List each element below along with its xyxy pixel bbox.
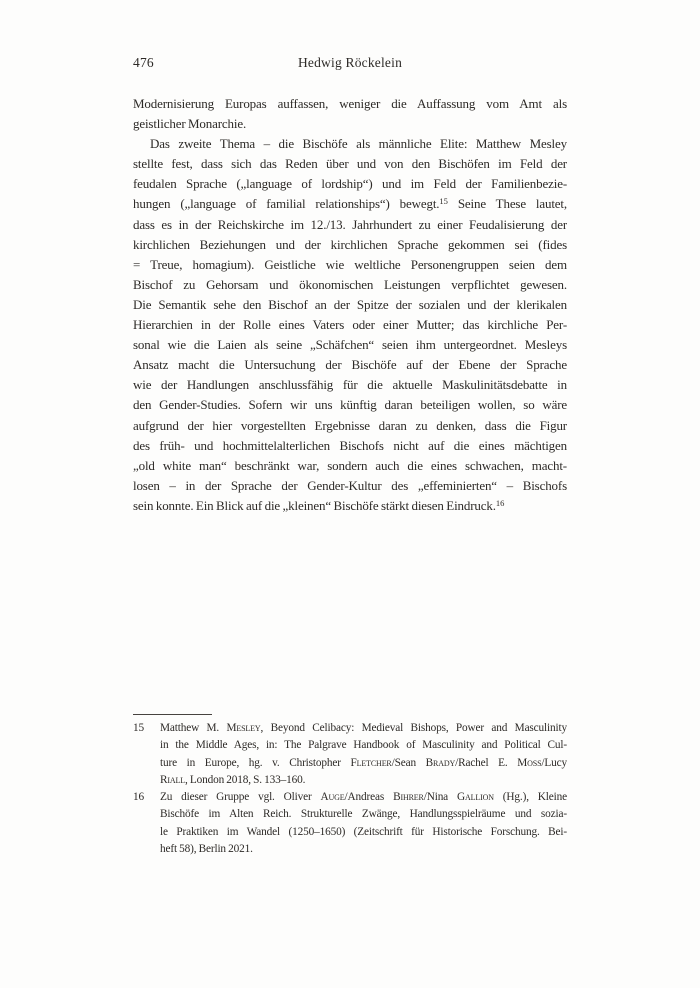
body-text-line <box>133 496 567 516</box>
text-segment: ture in Europe, hg. v. Christopher <box>160 756 351 769</box>
text-segment: sein konnte. Ein Blick auf die „kleinen“ Bischöfe stärkt diesen Eindruck. <box>133 497 496 513</box>
body-text-line <box>133 154 567 174</box>
smallcaps-name: Mesley <box>226 722 261 734</box>
text-segment: Bischöfe im Alten Reich. Strukturelle Zwänge, Handlungsspielräume und sozia- <box>160 808 567 821</box>
footnote-text-line <box>160 789 567 806</box>
text-segment: wie der Handlungen anschlussfähig für die aktuelle Maskulinitätsdebatte in <box>133 377 567 393</box>
footnote-text-line <box>160 824 567 841</box>
body-text-line <box>133 355 567 375</box>
smallcaps-name: Riall <box>160 773 185 786</box>
body-text-line <box>133 194 567 214</box>
smallcaps-name: Brady <box>425 756 456 769</box>
text-segment: Das zweite Thema – die Bischöfe als männliche Elite: Matthew Mesley <box>150 136 567 152</box>
text-segment: Bischof zu Gehorsam und ökonomischen Leistungen verpflichtet gewesen. <box>133 276 567 292</box>
text-segment: Die Semantik sehe den Bischof an der Spitze der sozialen und der klerikalen <box>133 296 567 312</box>
text-segment: , Beyond Celibacy: Medieval Bishops, Power and Masculinity <box>260 722 567 734</box>
page-header <box>133 55 567 73</box>
body-text-line <box>133 94 567 114</box>
smallcaps-name: Gallion <box>456 791 494 804</box>
text-segment: stellte fest, dass sich das Reden über und von den Bischöfen im Feld der <box>133 156 567 172</box>
body-text-line <box>133 215 567 235</box>
body-text-line <box>133 295 567 315</box>
footnotes-section <box>133 720 567 858</box>
footnote-text-line <box>160 737 567 754</box>
text-segment: Ansatz macht die Untersuchung der Bischöfe auf der Ebene der Sprache <box>133 357 567 373</box>
body-text-line <box>133 375 567 395</box>
text-segment: sonal wie die Laien als seine „Schäfchen“ seien ihm untergeordnet. Mesleys <box>133 337 567 353</box>
text-segment: aufgrund der hier vorgestellten Ergebnisse daran zu denken, dass die Figur <box>133 417 567 433</box>
body-text-line <box>133 395 567 415</box>
body-text-line <box>133 456 567 476</box>
body-text-line <box>133 134 567 154</box>
smallcaps-name: Bihrer <box>393 791 424 804</box>
body-text <box>133 94 567 516</box>
text-segment: hungen („language of familial relationships“) bewegt. <box>133 196 440 212</box>
text-segment: des früh- und hochmittelalterlichen Bischofs nicht auf die eines mächtigen <box>133 437 567 453</box>
text-segment: dass es in der Reichskirche im 12./13. Jahrhundert zu einer Feudalisierung der <box>133 216 567 232</box>
text-segment: Matthew M. <box>160 722 227 734</box>
footnote-text-line <box>160 772 567 789</box>
body-text-line <box>133 335 567 355</box>
footnote-text-line <box>160 841 567 858</box>
body-text-line <box>133 315 567 335</box>
footnote-reference: 15 <box>439 196 448 207</box>
running-head: Hedwig Röckelein <box>297 55 403 70</box>
text-segment: heft 58), Berlin 2021. <box>160 843 253 856</box>
text-segment: = Treue, homagium). Geistliche wie weltliche Personengruppen seien dem <box>133 256 567 272</box>
footnote-separator-rule <box>133 714 212 715</box>
footnote-item <box>133 720 567 789</box>
body-text-line <box>133 436 567 456</box>
text-segment: /Lucy <box>541 756 567 769</box>
text-segment: losen – in der Sprache der Gender-Kultur des „effeminierten“ – Bischofs <box>133 477 567 493</box>
footnote-item <box>133 789 567 858</box>
body-text-line <box>133 275 567 295</box>
text-segment: Hierarchien in der Rolle eines Vaters oder einer Mutter; das kirchliche Per- <box>133 317 567 333</box>
body-text-line <box>133 255 567 275</box>
text-segment: Seine These lautet, <box>447 196 567 212</box>
text-segment: Modernisierung Europas auffassen, weniger die Auffassung vom Amt als <box>133 96 567 111</box>
body-text-line <box>133 476 567 496</box>
text-segment: in the Middle Ages, in: The Palgrave Handbook of Masculinity and Political Cul- <box>160 739 567 752</box>
footnote-number: 16 <box>133 791 144 804</box>
footnote-text-line <box>160 755 567 772</box>
text-segment: , London 2018, S. 133–160. <box>185 773 306 786</box>
footnote-reference: 16 <box>495 497 505 508</box>
body-text-line <box>133 114 567 134</box>
smallcaps-name: Fletcher <box>350 756 392 769</box>
text-segment: /Sean <box>391 756 426 769</box>
text-segment: Zu dieser Gruppe vgl. Oliver <box>160 791 321 804</box>
text-segment: feudalen Sprache („language of lordship“) und im Feld der Familienbezie- <box>133 176 567 192</box>
body-text-line <box>133 416 567 436</box>
footnote-text-line <box>160 806 567 823</box>
text-segment: le Praktiken im Wandel (1250–1650) (Zeitschrift für Historische Forschung. Bei- <box>160 825 567 838</box>
text-segment: /Nina <box>423 791 457 804</box>
text-segment: (Hg.), Kleine <box>493 791 567 804</box>
footnote-text-line <box>160 720 567 737</box>
text-segment: geistlicher Monarchie. <box>133 116 247 132</box>
page-number: 476 <box>133 55 154 70</box>
text-segment: den Gender-Studies. Sofern wir uns künftig daran beteiligen wollen, so wäre <box>133 397 567 413</box>
body-text-line <box>133 174 567 194</box>
body-text-line <box>133 235 567 255</box>
smallcaps-name: Auge <box>320 791 345 804</box>
text-segment: /Andreas <box>344 791 394 804</box>
text-segment: kirchlichen Beziehungen und der kirchlichen Sprache gekommen sei (fides <box>133 236 567 252</box>
text-segment: /Rachel E. <box>455 756 518 769</box>
text-segment: „old white man“ beschränkt war, sondern auch die eines schwachen, macht- <box>133 457 567 473</box>
footnote-number: 15 <box>133 722 144 734</box>
smallcaps-name: Moss <box>517 756 542 769</box>
